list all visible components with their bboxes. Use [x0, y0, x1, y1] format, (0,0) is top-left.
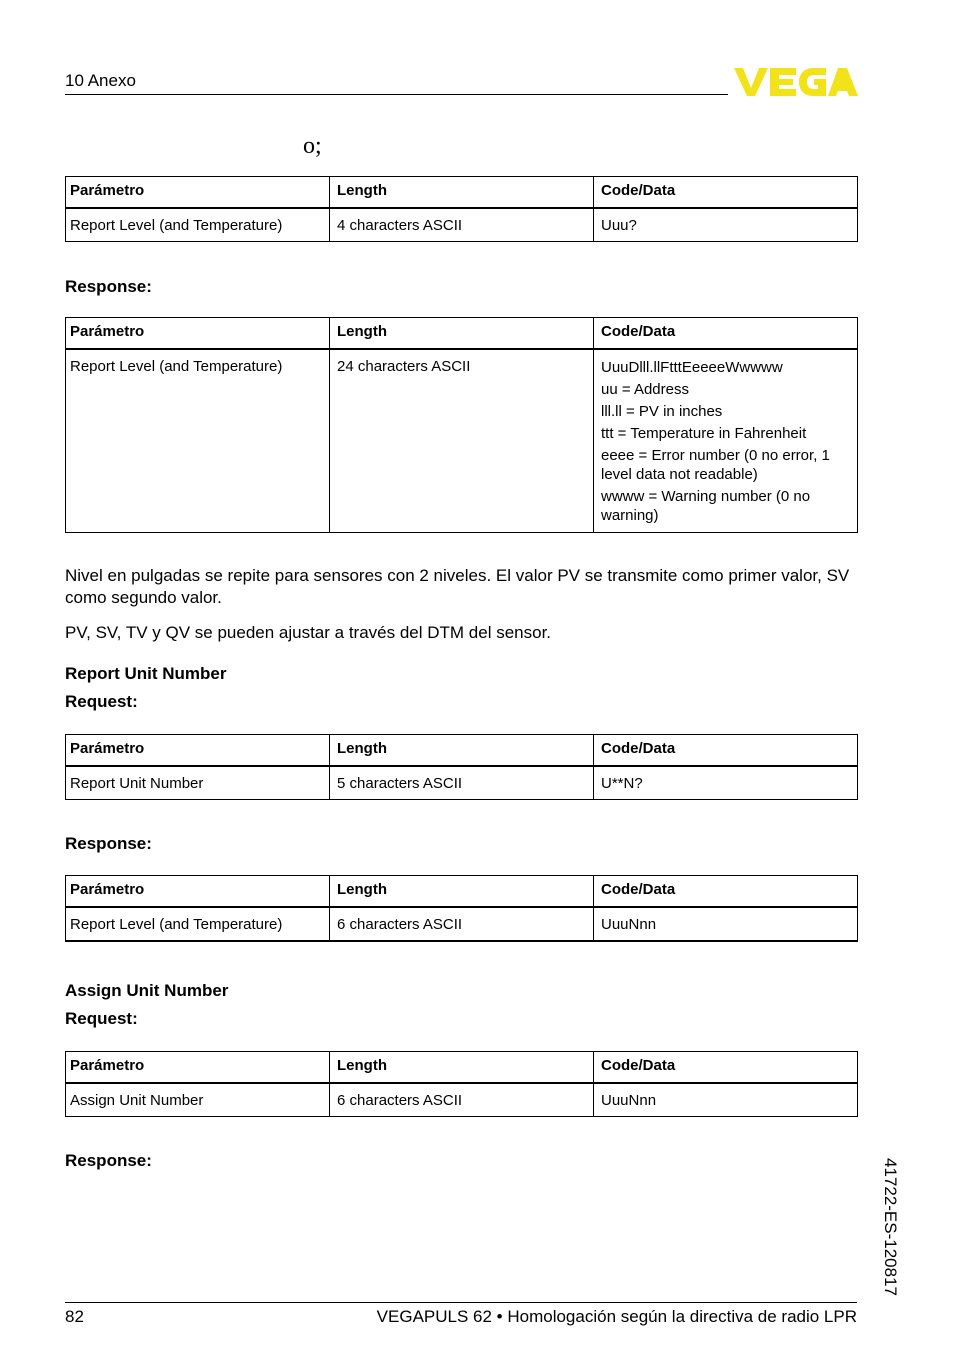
cell-length: 24 characters ASCII — [330, 349, 594, 533]
code-desc-pv: lll.ll = PV in inches — [601, 402, 723, 420]
cell-code-details — [594, 349, 858, 533]
request-label: Request: — [65, 1009, 138, 1028]
paragraph-dtm: PV, SV, TV y QV se pueden ajustar a través del DTM del sensor. — [65, 623, 552, 642]
cell-length: 4 characters ASCII — [330, 208, 594, 242]
code-desc-temperature: ttt = Temperature in Fahrenheit — [601, 424, 807, 442]
col-header-code: Code/Data — [594, 735, 858, 766]
cell-param: Assign Unit Number — [66, 1083, 330, 1117]
request-table-assign-unit — [65, 1051, 858, 1117]
vega-logo — [734, 66, 858, 103]
response-label: Response: — [65, 834, 152, 853]
col-header-length: Length — [330, 318, 594, 349]
code-desc-warning: wwww = Warning number (0 no warning) — [601, 487, 811, 524]
request-label: Request: — [65, 692, 138, 711]
col-header-param: Parámetro — [66, 318, 330, 349]
cell-code: UuuNnn — [594, 907, 858, 941]
cell-code: UuuNnn — [594, 1083, 858, 1117]
response-label: Response: — [65, 1151, 152, 1170]
cell-length: 5 characters ASCII — [330, 766, 594, 800]
code-desc-address: uu = Address — [601, 380, 689, 398]
cell-length: 6 characters ASCII — [330, 907, 594, 941]
document-id: 41722-ES-120817 — [881, 1158, 900, 1297]
col-header-code: Code/Data — [594, 1052, 858, 1083]
response-table-report-level — [65, 317, 858, 533]
col-header-code: Code/Data — [594, 876, 858, 907]
col-header-param: Parámetro — [66, 177, 330, 208]
request-table-report-unit — [65, 734, 858, 800]
code-desc-error: eeee = Error number (0 no error, 1 level data not readable) — [601, 446, 830, 483]
col-header-length: Length — [330, 876, 594, 907]
cell-param: Report Level (and Temperature) — [66, 907, 330, 941]
cell-code: Uuu? — [594, 208, 858, 242]
col-header-length: Length — [330, 735, 594, 766]
col-header-param: Parámetro — [66, 735, 330, 766]
cell-param: Report Level (and Temperature) — [66, 349, 330, 533]
request-table-report-level — [65, 176, 858, 242]
code-format: UuuDlll.llFtttEeeeeWwwww — [601, 358, 783, 376]
col-header-length: Length — [330, 177, 594, 208]
response-table-report-unit — [65, 875, 858, 942]
cell-param: Report Unit Number — [66, 766, 330, 800]
section-header: 10 Anexo — [65, 71, 136, 90]
response-label: Response: — [65, 277, 152, 296]
section-title-assign-unit: Assign Unit Number — [65, 981, 229, 1000]
section-title-report-unit: Report Unit Number — [65, 664, 227, 683]
stray-glyph: o; — [303, 133, 322, 159]
cell-code: U**N? — [594, 766, 858, 800]
header-rule — [65, 94, 728, 95]
col-header-length: Length — [330, 1052, 594, 1083]
cell-length: 6 characters ASCII — [330, 1083, 594, 1117]
col-header-code: Code/Data — [594, 177, 858, 208]
col-header-code: Code/Data — [594, 318, 858, 349]
paragraph-levels: Nivel en pulgadas se repite para sensores con 2 niveles. El valor PV se transmite como primer valor, SV como segundo valor. — [65, 566, 850, 607]
footer-rule — [65, 1302, 857, 1303]
col-header-param: Parámetro — [66, 876, 330, 907]
document-title: VEGAPULS 62 • Homologación según la directiva de radio LPR — [376, 1307, 857, 1326]
col-header-param: Parámetro — [66, 1052, 330, 1083]
cell-param: Report Level (and Temperature) — [66, 208, 330, 242]
page-number: 82 — [65, 1307, 84, 1326]
